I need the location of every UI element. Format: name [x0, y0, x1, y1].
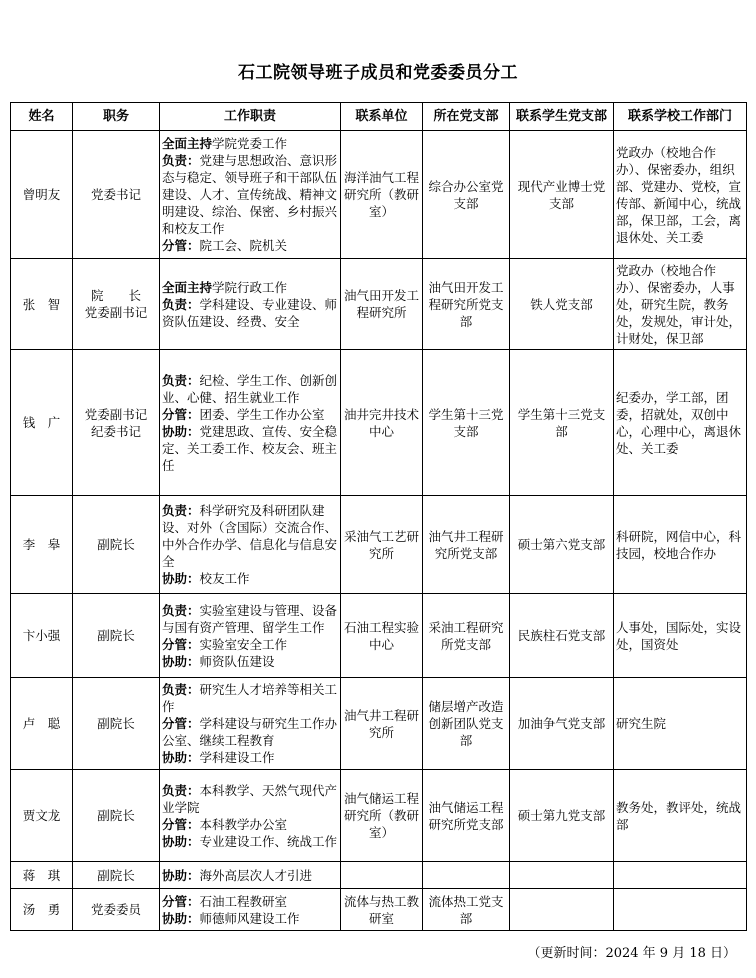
duty-text: 团委、学生工作办公室 [199, 406, 325, 422]
table-row [11, 350, 747, 496]
duty-line [162, 279, 338, 296]
page-title: 石工院领导班子成员和党委委员分工 [238, 63, 518, 83]
duty-line [162, 237, 338, 254]
duty-text: 学院行政工作 [212, 279, 288, 295]
duty-key: 协助： [162, 750, 200, 765]
table-row [11, 889, 747, 931]
table-row [11, 594, 747, 678]
table-header-row [11, 103, 747, 131]
cell-position [73, 131, 160, 259]
cell-student-branch: 硕士第九党支部 [510, 770, 614, 862]
duty-text: 学院党委工作 [212, 136, 288, 151]
cell-duties [160, 770, 341, 862]
cell-departments [614, 889, 747, 931]
cell-position [73, 350, 160, 496]
cell-name: 卞小强 [11, 594, 73, 678]
duty-line [162, 602, 338, 636]
position-text: 党委副书记 [84, 406, 148, 422]
cell-unit: 油气储运工程研究所（教研室） [341, 770, 423, 862]
duty-text: 学科建设、专业建设、师资队伍建设、经费、安全 [162, 296, 338, 329]
duty-line [162, 715, 338, 749]
duty-line [162, 135, 338, 152]
duty-key: 分管： [162, 716, 200, 731]
cell-position [73, 889, 160, 931]
duty-key: 全面主持 [162, 136, 213, 151]
cell-duties [160, 678, 341, 770]
cell-unit: 海洋油气工程研究所（教研室） [341, 131, 423, 259]
duty-text: 校友工作 [199, 571, 250, 586]
cell-name: 卢 聪 [11, 678, 73, 770]
cell-name: 汤 勇 [11, 889, 73, 931]
position-text: 党委书记 [90, 187, 141, 202]
header-student-branch: 联系学生党支部 [510, 103, 614, 131]
cell-duties [160, 594, 341, 678]
duty-text: 学科建设与研究生工作办公室、继续工程教育 [162, 716, 338, 748]
cell-branch: 储层增产改造创新团队党支部 [423, 678, 510, 770]
duty-text: 师资队伍建设 [199, 653, 275, 669]
duty-text: 本科教学、天然气现代产业学院 [162, 782, 338, 815]
position-text: 副院长 [97, 808, 135, 823]
cell-student-branch: 铁人党支部 [510, 259, 614, 350]
duty-key: 协助： [162, 423, 200, 439]
cell-departments: 人事处，国际处，实设处，国资处 [614, 594, 747, 678]
duty-line [162, 502, 338, 570]
duty-key: 负责： [162, 782, 200, 798]
cell-duties [160, 350, 341, 496]
position-text: 副院长 [97, 537, 135, 552]
cell-branch: 采油工程研究所党支部 [423, 594, 510, 678]
cell-student-branch: 民族柱石党支部 [510, 594, 614, 678]
cell-student-branch: 学生第十三党支部 [510, 350, 614, 496]
cell-branch: 油气井工程研究所党支部 [423, 496, 510, 594]
update-time: （更新时间：2024 年 9 月 18 日） [527, 946, 736, 961]
cell-departments: 党政办（校地合作办）、保密委办，组织部、党建办、党校，宣传部、新闻中心，统战部，保卫部，工会，离退休处、关工委 [614, 131, 747, 259]
duty-line [162, 833, 338, 850]
cell-duties [160, 259, 341, 350]
duty-text: 党建思政、宣传、安全稳定、关工委工作、校友会、班主任 [162, 423, 338, 473]
duty-text: 科学研究及科研团队建设、对外（含国际）交流合作、中外合作办学、信息化与信息安全 [162, 503, 338, 569]
position-text: 党委副书记 [84, 305, 148, 320]
cell-branch: 流体热工党支部 [423, 889, 510, 931]
cell-branch: 油气田开发工程研究所党支部 [423, 259, 510, 350]
cell-departments: 教务处，教评处，统战部 [614, 770, 747, 862]
cell-unit: 采油气工艺研究所 [341, 496, 423, 594]
position-text: 副院长 [97, 716, 135, 731]
header-branch: 所在党支部 [423, 103, 510, 131]
cell-position [73, 594, 160, 678]
position-text: 纪委书记 [90, 423, 141, 439]
cell-departments: 科研院，网信中心，科技园，校地合作办 [614, 496, 747, 594]
cell-position [73, 678, 160, 770]
duty-text: 实验室安全工作 [199, 636, 288, 652]
duty-key: 负责： [162, 372, 200, 388]
cell-duties [160, 889, 341, 931]
position-text: 党委委员 [90, 902, 141, 917]
cell-duties [160, 862, 341, 889]
duty-line [162, 152, 338, 237]
header-duties: 工作职责 [160, 103, 341, 131]
duty-key: 协助： [162, 833, 200, 849]
cell-name: 曾明友 [11, 131, 73, 259]
table-row [11, 131, 747, 259]
cell-unit: 油气田开发工程研究所 [341, 259, 423, 350]
duty-line [162, 893, 338, 910]
duty-line [162, 910, 338, 927]
duty-line [162, 406, 338, 423]
duty-key: 协助： [162, 910, 200, 926]
cell-branch: 综合办公室党支部 [423, 131, 510, 259]
duty-text: 海外高层次人才引进 [199, 867, 313, 883]
cell-name: 张 智 [11, 259, 73, 350]
cell-branch: 学生第十三党支部 [423, 350, 510, 496]
duty-text: 专业建设工作、统战工作 [199, 833, 338, 849]
cell-position [73, 770, 160, 862]
cell-name: 李 皋 [11, 496, 73, 594]
cell-student-branch [510, 862, 614, 889]
table-row [11, 496, 747, 594]
cell-branch [423, 862, 510, 889]
duty-text: 石油工程教研室 [199, 893, 288, 909]
cell-position [73, 496, 160, 594]
cell-name: 贾文龙 [11, 770, 73, 862]
duty-key: 协助： [162, 653, 200, 669]
duty-table [10, 102, 747, 931]
table-row [11, 862, 747, 889]
cell-student-branch: 加油争气党支部 [510, 678, 614, 770]
cell-unit: 油气井工程研究所 [341, 678, 423, 770]
cell-duties [160, 131, 341, 259]
duty-line [162, 372, 338, 406]
header-name: 姓名 [11, 103, 73, 131]
duty-line [162, 636, 338, 653]
duty-line [162, 782, 338, 816]
cell-duties [160, 496, 341, 594]
cell-unit: 流体与热工教研室 [341, 889, 423, 931]
duty-key: 协助： [162, 571, 200, 586]
duty-text: 本科教学办公室 [199, 816, 288, 832]
position-text: 副院长 [97, 628, 135, 643]
position-text: 院 长 [90, 288, 141, 303]
duty-line [162, 570, 338, 587]
cell-name: 蒋 琪 [11, 862, 73, 889]
duty-text: 实验室建设与管理、设备与国有资产管理、留学生工作 [162, 602, 338, 635]
duty-line [162, 296, 338, 330]
duty-key: 负责： [162, 602, 200, 618]
cell-position [73, 259, 160, 350]
position-text: 副院长 [97, 867, 135, 883]
duty-key: 分管： [162, 636, 200, 652]
cell-unit: 油井完井技术中心 [341, 350, 423, 496]
duty-key: 负责： [162, 682, 200, 697]
table-row [11, 678, 747, 770]
duty-text: 研究生人才培养等相关工作 [162, 682, 338, 714]
duty-key: 分管： [162, 816, 200, 832]
duty-line [162, 749, 338, 766]
cell-name: 钱 广 [11, 350, 73, 496]
duty-line [162, 816, 338, 833]
cell-unit: 石油工程实验中心 [341, 594, 423, 678]
cell-student-branch [510, 889, 614, 931]
table-row [11, 259, 747, 350]
duty-key: 分管： [162, 406, 200, 422]
duty-line [162, 423, 338, 474]
header-unit: 联系单位 [341, 103, 423, 131]
duty-text: 学科建设工作 [199, 750, 275, 765]
duty-key: 分管： [162, 893, 200, 909]
cell-position [73, 862, 160, 889]
cell-departments: 党政办（校地合作办）、保密委办，人事处，研究生院，教务处，发规处，审计处，计财处，保卫部 [614, 259, 747, 350]
duty-text: 师德师风建设工作 [199, 910, 300, 926]
cell-branch: 油气储运工程研究所党支部 [423, 770, 510, 862]
duty-key: 负责： [162, 503, 200, 518]
duty-key: 分管： [162, 238, 200, 253]
cell-student-branch: 硕士第六党支部 [510, 496, 614, 594]
duty-line [162, 653, 338, 670]
cell-departments [614, 862, 747, 889]
duty-line [162, 681, 338, 715]
table-row [11, 770, 747, 862]
duty-key: 全面主持 [162, 279, 213, 295]
duty-text: 院工会、院机关 [199, 238, 288, 253]
cell-student-branch: 现代产业博士党支部 [510, 131, 614, 259]
duty-key: 负责： [162, 153, 200, 168]
cell-departments: 纪委办，学工部，团委，招就处，双创中心，心理中心，离退休处、关工委 [614, 350, 747, 496]
duty-text: 纪检、学生工作、创新创业、心健、招生就业工作 [162, 372, 338, 405]
cell-unit [341, 862, 423, 889]
duty-key: 负责： [162, 296, 200, 312]
header-departments: 联系学校工作部门 [614, 103, 747, 131]
cell-departments: 研究生院 [614, 678, 747, 770]
duty-key: 协助： [162, 867, 200, 883]
duty-text: 党建与思想政治、意识形态与稳定、领导班子和干部队伍建设、人才、宣传统战、精神文明建设、综治、保密、乡村振兴和校友工作 [162, 153, 338, 236]
header-position: 职务 [73, 103, 160, 131]
duty-line [162, 867, 338, 884]
